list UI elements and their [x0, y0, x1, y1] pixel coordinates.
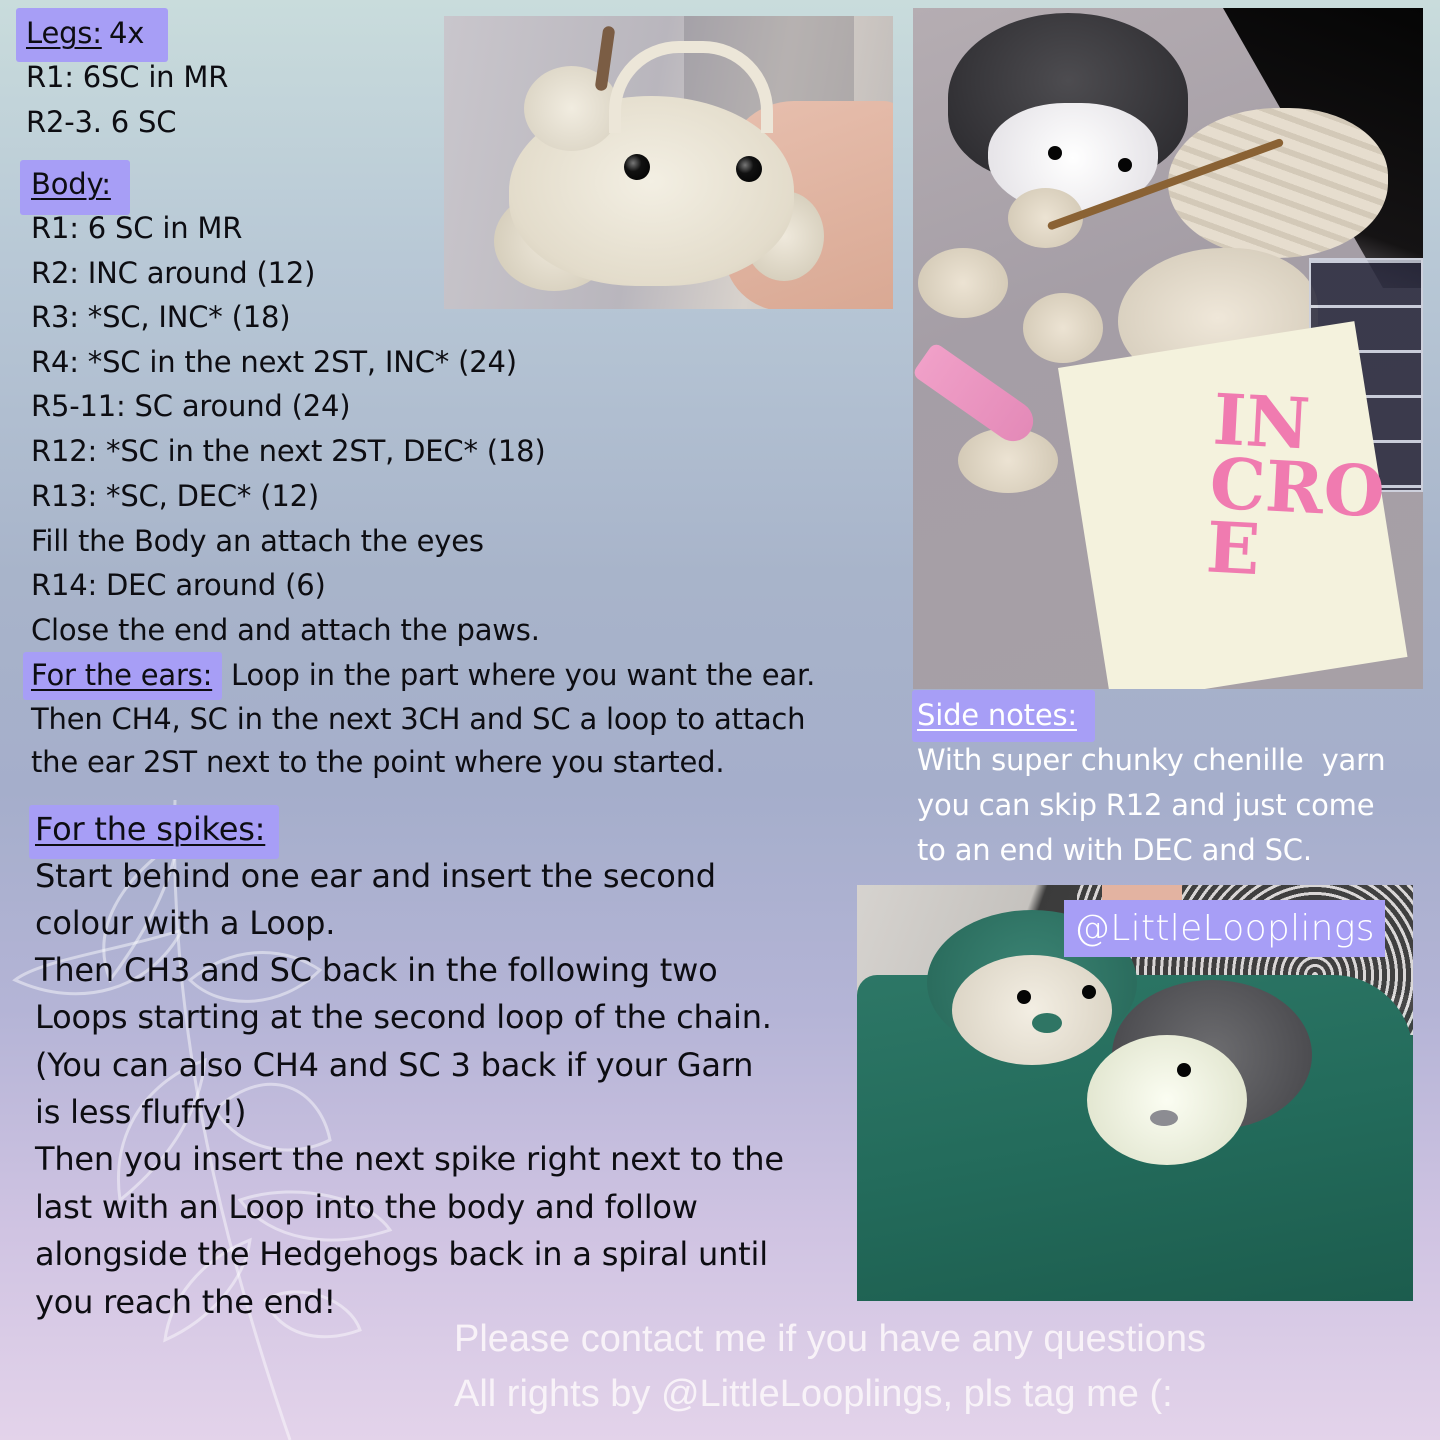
- body-line-4: R4: *SC in the next 2ST, INC* (24): [31, 345, 517, 379]
- side-notes-line-2: you can skip R12 and just come: [917, 788, 1375, 822]
- footer-rights-line: All rights by @LittleLooplings, pls tag me (:: [454, 1373, 1173, 1415]
- body-line-3: R3: *SC, INC* (18): [31, 300, 291, 334]
- photo-finished-hedgehogs: [857, 885, 1413, 1301]
- side-notes-line-3: to an end with DEC and SC.: [917, 833, 1312, 867]
- legs-line-2: R2-3. 6 SC: [26, 105, 177, 139]
- body-line-2: R2: INC around (12): [31, 256, 316, 290]
- body-label: Body:: [31, 167, 111, 201]
- photo-hedgehog-body-in-hand: [444, 16, 893, 309]
- spikes-line-3: Then CH3 and SC back in the following two: [35, 951, 718, 989]
- spikes-label: For the spikes:: [35, 810, 266, 848]
- ears-line-2: Then CH4, SC in the next 3CH and SC a loop to attach: [31, 702, 806, 736]
- photo-crochet-supplies: [913, 8, 1423, 689]
- yarn-ball: [1168, 108, 1388, 258]
- safety-eye-right: [736, 156, 762, 182]
- spikes-line-1: Start behind one ear and insert the second: [35, 857, 716, 895]
- side-notes-label: Side notes:: [917, 698, 1077, 732]
- body-line-1: R1: 6 SC in MR: [31, 211, 243, 245]
- watermark-handle: @LittleLooplings: [1074, 908, 1375, 949]
- legs-count: 4x: [100, 16, 145, 50]
- safety-eye-left: [624, 154, 650, 180]
- body-line-5: R5-11: SC around (24): [31, 389, 351, 423]
- body-line-10: Close the end and attach the paws.: [31, 613, 540, 647]
- legs-line-1: R1: 6SC in MR: [26, 60, 229, 94]
- spikes-line-9: alongside the Hedgehogs back in a spiral until: [35, 1235, 768, 1273]
- body-line-9: R14: DEC around (6): [31, 568, 326, 602]
- side-notes-line-1: With super chunky chenille yarn: [917, 743, 1386, 777]
- spikes-line-5: (You can also CH4 and SC 3 back if your Garn: [35, 1046, 754, 1084]
- ears-label: For the ears:: [31, 658, 213, 692]
- scissors-icon: [913, 342, 1041, 449]
- body-line-6: R12: *SC in the next 2ST, DEC* (18): [31, 434, 546, 468]
- body-line-8: Fill the Body an attach the eyes: [31, 524, 484, 558]
- footer-contact-line: Please contact me if you have any questions: [454, 1318, 1207, 1360]
- ears-line-1: Loop in the part where you want the ear.: [222, 658, 816, 692]
- watermark-tag: [1064, 900, 1385, 957]
- ears-line-3: the ear 2ST next to the point where you started.: [31, 745, 725, 779]
- body-line-7: R13: *SC, DEC* (12): [31, 479, 319, 513]
- legs-label-text: Legs:: [26, 16, 102, 50]
- spikes-line-10: you reach the end!: [35, 1283, 336, 1321]
- spikes-line-8: last with an Loop into the body and follow: [35, 1188, 698, 1226]
- spikes-line-4: Loops starting at the second loop of the chain.: [35, 998, 772, 1036]
- card-text: IN CRO E: [1204, 377, 1387, 592]
- spikes-line-7: Then you insert the next spike right next to the: [35, 1140, 784, 1178]
- spikes-line-2: colour with a Loop.: [35, 904, 336, 942]
- spikes-line-6: is less fluffy!): [35, 1093, 247, 1131]
- legs-label: [26, 16, 102, 50]
- printed-card: [1058, 321, 1407, 689]
